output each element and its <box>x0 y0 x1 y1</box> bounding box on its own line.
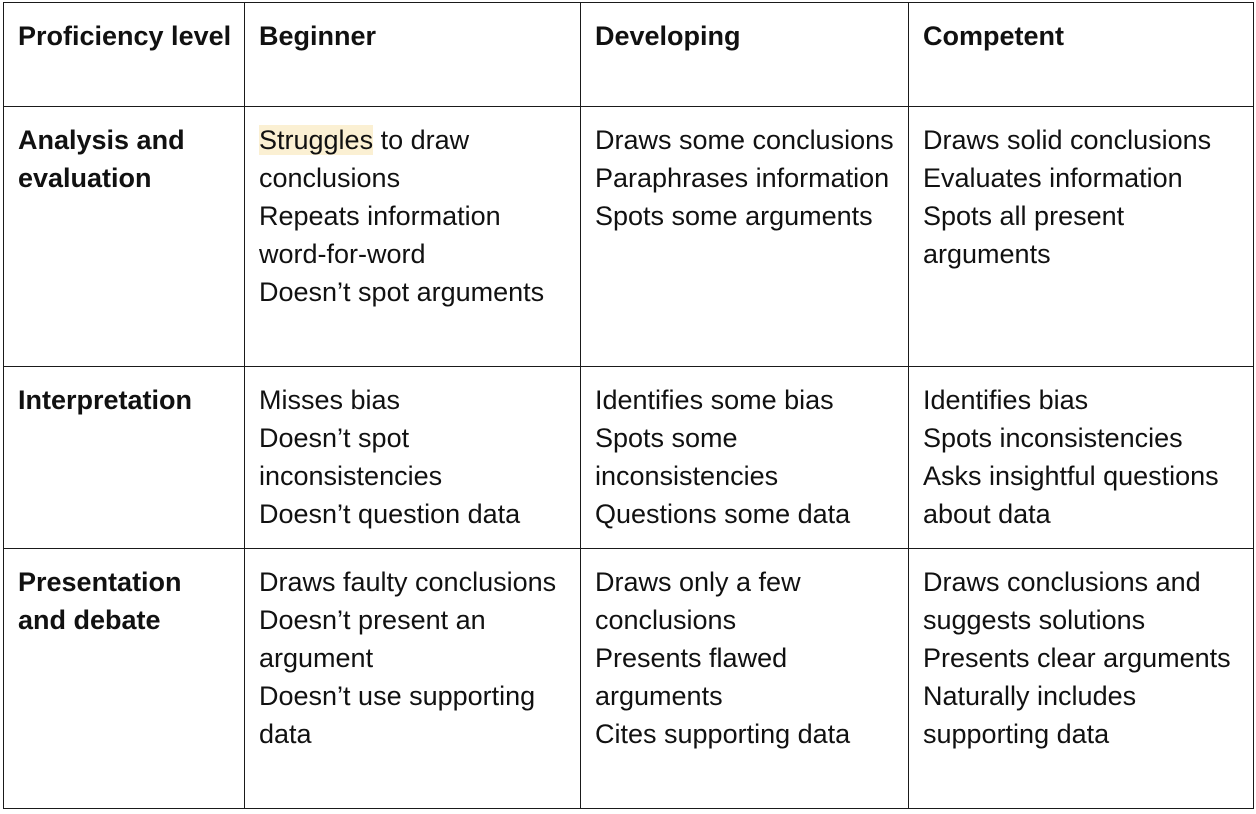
cell-line: Asks insightful questions about data <box>923 461 1219 529</box>
cell-line: Draws some conclusions <box>595 125 894 155</box>
corner-header: Proficiency level <box>4 3 245 107</box>
highlighted-text: Struggles <box>259 125 374 155</box>
table-row-presentation <box>4 549 1254 809</box>
cell-line: Identifies some bias <box>595 385 834 415</box>
column-header-developing: Developing <box>581 3 909 107</box>
table-row-interpretation <box>4 367 1254 549</box>
column-header-beginner: Beginner <box>245 3 581 107</box>
cell-line: Naturally includes supporting data <box>923 681 1137 749</box>
cell-line: Doesn’t question data <box>259 499 521 529</box>
cell-line: Misses bias <box>259 385 401 415</box>
row-header-analysis: Analysis and evaluation <box>4 107 245 367</box>
cell-interpretation-developing <box>581 367 909 549</box>
header-row <box>4 3 1254 107</box>
row-header-interpretation: Interpretation <box>4 367 245 549</box>
cell-line: Repeats information word-for-word <box>259 201 501 269</box>
cell-line: Presents flawed arguments <box>595 643 788 711</box>
cell-line: Identifies bias <box>923 385 1089 415</box>
cell-line: Doesn’t spot arguments <box>259 277 545 307</box>
cell-interpretation-competent <box>909 367 1254 549</box>
cell-line: Questions some data <box>595 499 851 529</box>
cell-line: Spots some arguments <box>595 201 873 231</box>
row-header-presentation: Presentation and debate <box>4 549 245 809</box>
cell-analysis-competent <box>909 107 1254 367</box>
cell-line: Doesn’t present an argument <box>259 605 486 673</box>
cell-line: Cites supporting data <box>595 719 851 749</box>
cell-line-text: to draw conclusions <box>259 125 470 193</box>
cell-line: Draws solid conclusions <box>923 125 1212 155</box>
cell-line: Spots some inconsistencies <box>595 423 779 491</box>
cell-line: Spots inconsistencies <box>923 423 1183 453</box>
cell-line: Draws faulty conclusions <box>259 567 557 597</box>
cell-line <box>259 121 568 197</box>
cell-presentation-beginner <box>245 549 581 809</box>
cell-line: Spots all present arguments <box>923 201 1125 269</box>
cell-line: Doesn’t spot inconsistencies <box>259 423 443 491</box>
cell-presentation-developing <box>581 549 909 809</box>
cell-line: Doesn’t use supporting data <box>259 681 536 749</box>
cell-presentation-competent <box>909 549 1254 809</box>
cell-line: Paraphrases information <box>595 163 890 193</box>
cell-analysis-beginner <box>245 107 581 367</box>
column-header-competent: Competent <box>909 3 1254 107</box>
cell-analysis-developing <box>581 107 909 367</box>
proficiency-rubric-table <box>3 2 1254 809</box>
cell-line: Presents clear arguments <box>923 643 1231 673</box>
cell-interpretation-beginner <box>245 367 581 549</box>
table-row-analysis <box>4 107 1254 367</box>
cell-line: Evaluates information <box>923 163 1183 193</box>
cell-line: Draws conclusions and suggests solutions <box>923 567 1201 635</box>
cell-line: Draws only a few conclusions <box>595 567 801 635</box>
